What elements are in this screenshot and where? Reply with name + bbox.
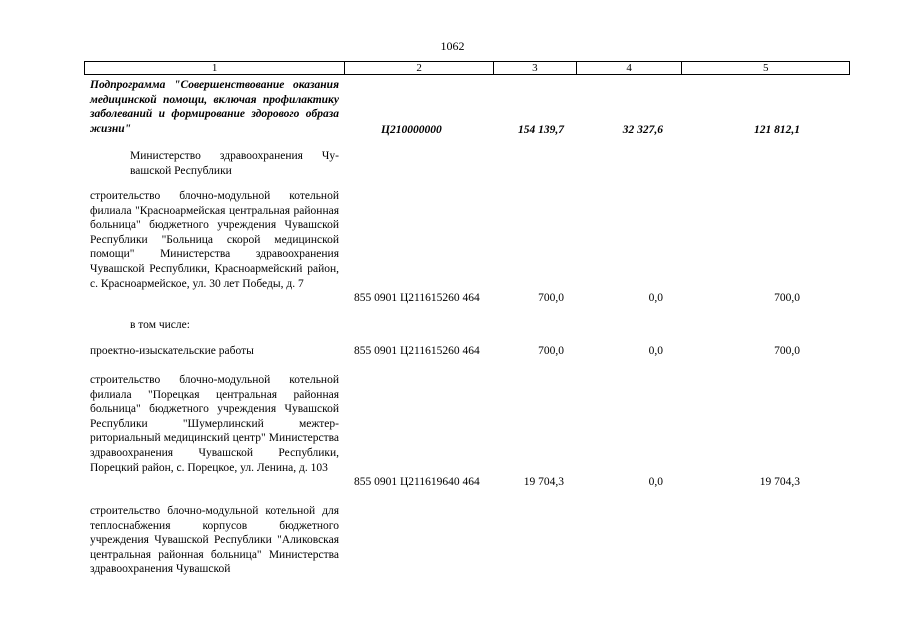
row-name: строительство блочно-модульной котельной филиала "Красноармейская центральная районная больница" бюджетного учреждения Чувашской Республики "Больница скорой медицинской помощи" Министерства здравоохранения Чувашской Республики, Красноармейский район, с. Красноармейское, ул. 30 лет Победы, д. 7 [90, 190, 339, 290]
row-value-col4: 0,0 [648, 345, 663, 357]
row-name: Министерство здравоохранения Чувашской Республики [130, 150, 339, 177]
row-code: 855 0901 Ц211615260 464 [354, 292, 480, 304]
row-value-col3: 700,0 [538, 345, 564, 357]
row-name: в том числе: [130, 319, 190, 331]
header-col-5: 5 [762, 62, 769, 74]
row-value-col4: 32 327,6 [622, 124, 663, 136]
row-value-col3: 154 139,7 [518, 124, 564, 136]
row-name: строительство блочно-модульной котельной филиала "Порецкая центральная районная больница" бюджетного учреждения Чувашской Республики "Шумерлинский межтерриториальный медицинский центр" Министерства здравоохранения Чувашской Республики, Порецкий район, с. Порецкое, ул. Ленина, д. 103 [90, 374, 339, 474]
row-value-col5: 19 704,3 [759, 476, 800, 488]
header-col-3: 3 [494, 62, 577, 74]
row-value-col5: 121 812,1 [754, 124, 800, 136]
row-name: Подпрограмма "Совершенствование оказания медицинской помощи, включая профилактику заболеваний и формирование здорового образа жизни" [90, 79, 339, 135]
row-value-col5: 700,0 [774, 292, 800, 304]
row-code: Ц210000000 [381, 124, 442, 136]
row-value-col4: 0,0 [648, 476, 663, 488]
row-value-col5: 700,0 [774, 345, 800, 357]
row-value-col3: 700,0 [538, 292, 564, 304]
row-name: строительство блочно-модульной котельной для теплоснабжения корпусов бюджетного учреждения Чувашской Республики "Аликовская центральная районная больница" Министерства здравоохранения Чувашской [90, 505, 339, 576]
row-value-col3: 19 704,3 [523, 476, 564, 488]
row-value-col4: 0,0 [648, 292, 663, 304]
header-col-4: 4 [577, 62, 683, 74]
row-name: проектно-изыскательские работы [90, 345, 254, 357]
header-col-1: 1 [85, 62, 345, 74]
table-header-row [84, 61, 850, 75]
row-code: 855 0901 Ц211619640 464 [354, 476, 480, 488]
header-col-2: 2 [345, 62, 494, 74]
row-code: 855 0901 Ц211615260 464 [354, 345, 480, 357]
page-number: 1062 [440, 39, 465, 53]
